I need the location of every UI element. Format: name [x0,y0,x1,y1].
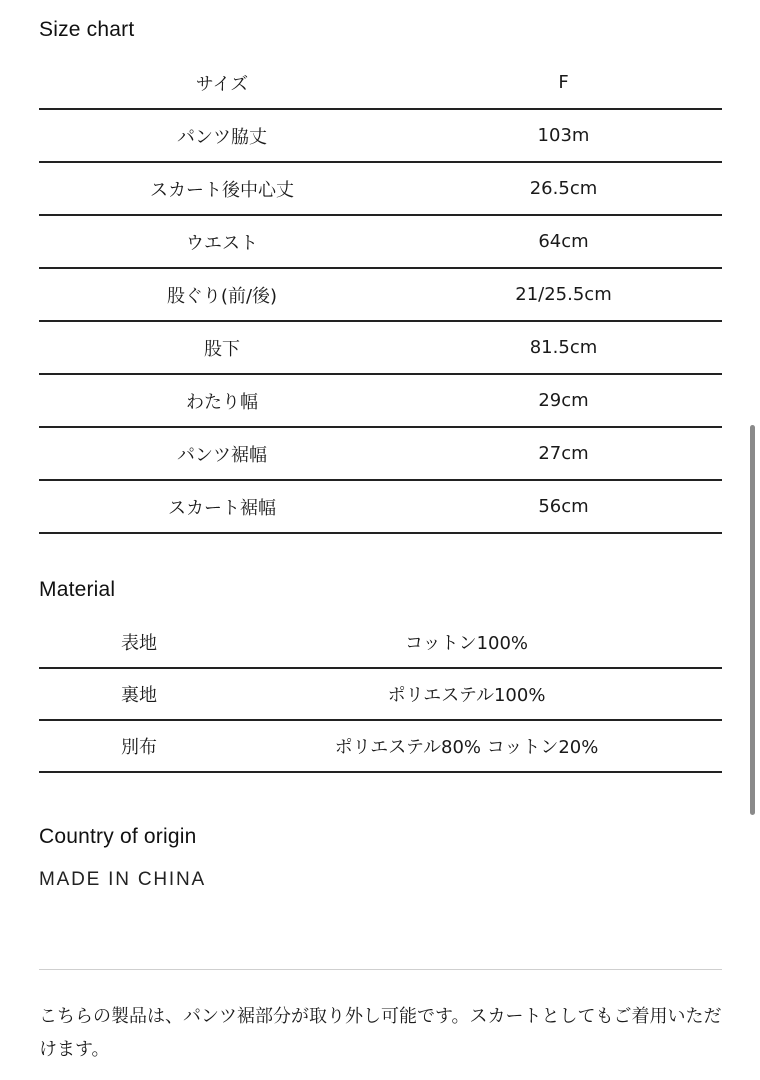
table-row [39,480,722,533]
table-row [39,215,722,268]
size-row-label: ウエスト [39,215,405,268]
size-row-value: 81.5cm [405,321,722,374]
material-row-label: 裏地 [39,668,251,720]
country-of-origin-value: MADE IN CHINA [39,869,206,890]
table-row [39,321,722,374]
material-row-label: 別布 [39,720,251,772]
size-row-label: 股ぐり(前/後) [39,268,405,321]
material-row-value: コットン100% [251,617,722,668]
size-row-value: 103m [405,109,722,162]
size-header-value: F [405,57,722,109]
table-row [39,427,722,480]
material-row-value: ポリエステル100% [251,668,722,720]
size-row-label: パンツ脇丈 [39,109,405,162]
size-row-value: 26.5cm [405,162,722,215]
size-header-label: サイズ [39,57,405,109]
table-row [39,617,722,668]
table-row [39,374,722,427]
size-chart-header-row [39,57,722,109]
table-row [39,720,722,772]
size-row-label: わたり幅 [39,374,405,427]
table-row [39,268,722,321]
size-row-label: スカート後中心丈 [39,162,405,215]
size-row-label: 股下 [39,321,405,374]
size-row-value: 56cm [405,480,722,533]
material-row-label: 表地 [39,617,251,668]
material-title: Material [39,578,116,601]
size-chart-title: Size chart [39,18,135,41]
size-row-value: 29cm [405,374,722,427]
product-note: こちらの製品は、パンツ裾部分が取り外し可能です。スカートとしてもご着用いただけます。 [39,1006,722,1060]
country-of-origin-title: Country of origin [39,825,197,848]
size-row-value: 21/25.5cm [405,268,722,321]
size-row-label: スカート裾幅 [39,480,405,533]
table-row [39,162,722,215]
table-row [39,668,722,720]
size-row-label: パンツ裾幅 [39,427,405,480]
scrollbar[interactable] [746,0,760,1080]
table-row [39,109,722,162]
material-row-value: ポリエステル80% コットン20% [251,720,722,772]
material-table [39,617,722,773]
scrollbar-thumb[interactable] [750,425,755,815]
size-chart-table [39,57,722,534]
size-row-value: 27cm [405,427,722,480]
divider [39,969,722,970]
size-row-value: 64cm [405,215,722,268]
